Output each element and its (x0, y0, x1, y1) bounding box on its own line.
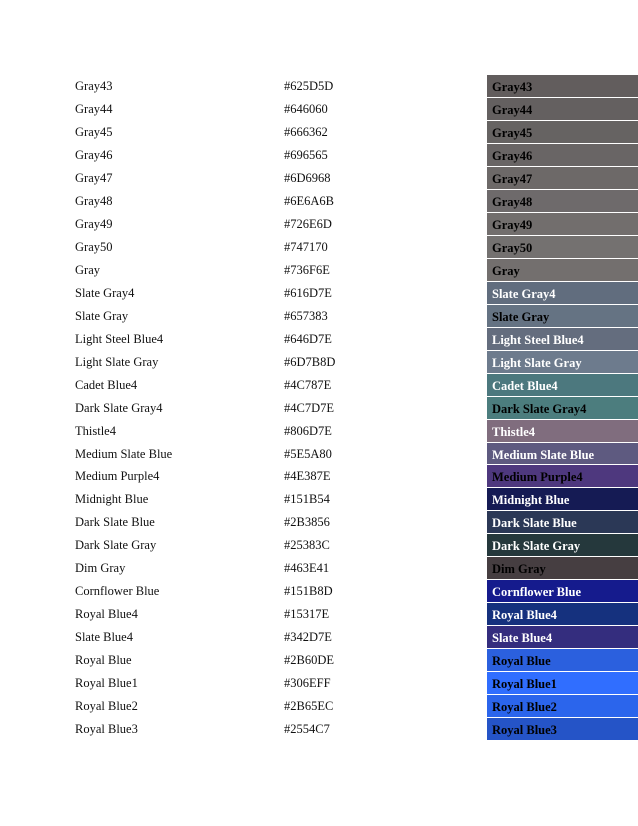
color-swatch-label: Dim Gray (492, 562, 546, 577)
color-hex-code: #4E387E (284, 469, 331, 484)
color-row (0, 259, 638, 282)
color-row (0, 213, 638, 236)
color-table (0, 75, 638, 741)
color-row (0, 121, 638, 144)
color-swatch-label: Dark Slate Blue (492, 516, 577, 531)
color-swatch (487, 488, 638, 511)
color-hex-code: #4C787E (284, 377, 332, 392)
color-hex-code: #463E41 (284, 561, 330, 576)
color-swatch-label: Dark Slate Gray (492, 539, 581, 554)
color-swatch (487, 351, 638, 374)
color-swatch (487, 649, 638, 672)
color-hex-code: #4C7D7E (284, 400, 334, 415)
color-swatch-label: Midnight Blue (492, 493, 570, 508)
color-swatch-label: Gray48 (492, 194, 533, 209)
color-row (0, 236, 638, 259)
color-swatch (487, 443, 638, 466)
color-hex-code: #625D5D (284, 79, 334, 93)
color-row (0, 167, 638, 190)
color-name: Medium Slate Blue (75, 446, 173, 461)
color-swatch-label: Gray44 (492, 102, 533, 117)
color-row (0, 443, 638, 466)
color-hex-code: #6D7B8D (284, 354, 336, 369)
color-swatch (487, 121, 638, 144)
color-row (0, 718, 638, 741)
color-row (0, 488, 638, 511)
color-row (0, 282, 638, 305)
color-swatch-label: Gray46 (492, 148, 533, 163)
color-name: Midnight Blue (75, 492, 149, 507)
color-swatch-label: Gray43 (492, 80, 533, 94)
color-swatch-label: Gray50 (492, 240, 533, 255)
color-swatch-label: Gray49 (492, 217, 533, 232)
color-row (0, 397, 638, 420)
color-hex-code: #151B8D (284, 584, 333, 599)
color-hex-code: #2B3856 (284, 515, 330, 530)
color-row (0, 649, 638, 672)
color-swatch (487, 397, 638, 420)
color-swatch (487, 328, 638, 351)
color-hex-code: #616D7E (284, 285, 332, 300)
color-name: Gray44 (75, 101, 113, 116)
color-swatch-label: Royal Blue4 (492, 608, 557, 623)
color-hex-code: #646D7E (284, 331, 332, 346)
color-name: Cornflower Blue (75, 584, 160, 599)
color-name: Gray49 (75, 216, 113, 231)
color-hex-code: #2B65EC (284, 699, 334, 714)
color-swatch (487, 626, 638, 649)
color-hex-code: #151B54 (284, 492, 330, 507)
color-row (0, 75, 638, 98)
color-row (0, 465, 638, 488)
color-swatch (487, 144, 638, 167)
color-name: Royal Blue3 (75, 722, 138, 737)
color-hex-code: #25383C (284, 538, 330, 553)
color-swatch (487, 98, 638, 121)
color-swatch-label: Gray (492, 263, 520, 278)
color-name: Light Steel Blue4 (75, 331, 164, 346)
color-swatch (487, 374, 638, 397)
color-name: Gray47 (75, 170, 113, 185)
color-row (0, 98, 638, 121)
color-swatch (487, 718, 638, 741)
color-swatch-label: Cadet Blue4 (492, 378, 558, 393)
color-swatch (487, 420, 638, 443)
color-swatch-label: Royal Blue (492, 654, 551, 669)
color-name: Thistle4 (75, 423, 116, 438)
color-row (0, 305, 638, 328)
color-swatch (487, 672, 638, 695)
color-name: Medium Purple4 (75, 469, 160, 484)
color-swatch (487, 580, 638, 603)
color-swatch-label: Royal Blue2 (492, 700, 557, 715)
color-swatch-label: Light Slate Gray (492, 355, 582, 370)
color-name: Royal Blue1 (75, 676, 138, 691)
color-swatch (487, 511, 638, 534)
color-name: Gray48 (75, 193, 113, 208)
color-hex-code: #6E6A6B (284, 193, 334, 208)
color-name: Gray45 (75, 124, 113, 139)
color-swatch (487, 465, 638, 488)
color-swatch (487, 534, 638, 557)
color-swatch (487, 557, 638, 580)
color-name: Royal Blue2 (75, 699, 138, 714)
color-swatch (487, 282, 638, 305)
color-name: Slate Gray4 (75, 285, 135, 300)
color-row (0, 351, 638, 374)
color-row (0, 374, 638, 397)
color-row (0, 557, 638, 580)
color-hex-code: #747170 (284, 239, 328, 254)
color-row (0, 580, 638, 603)
color-row (0, 695, 638, 718)
color-row (0, 144, 638, 167)
color-swatch (487, 213, 638, 236)
color-swatch-label: Slate Gray (492, 309, 550, 324)
color-name: Dark Slate Blue (75, 515, 155, 530)
color-swatch (487, 190, 638, 213)
color-swatch-label: Royal Blue1 (492, 677, 557, 692)
color-row (0, 190, 638, 213)
color-name: Slate Gray (75, 308, 129, 323)
color-name: Dim Gray (75, 561, 126, 576)
color-swatch-label: Thistle4 (492, 424, 536, 439)
color-swatch-label: Medium Slate Blue (492, 447, 595, 462)
color-hex-code: #5E5A80 (284, 446, 332, 461)
color-swatch (487, 305, 638, 328)
color-swatch-label: Light Steel Blue4 (492, 332, 584, 347)
color-row (0, 420, 638, 443)
color-name: Light Slate Gray (75, 354, 159, 369)
color-hex-code: #726E6D (284, 216, 332, 231)
color-name: Cadet Blue4 (75, 377, 138, 392)
color-hex-code: #306EFF (284, 676, 331, 691)
color-hex-code: #342D7E (284, 630, 332, 645)
color-name: Royal Blue (75, 653, 132, 668)
color-name: Dark Slate Gray (75, 538, 157, 553)
color-swatch-label: Gray45 (492, 125, 533, 140)
color-name: Gray (75, 262, 100, 277)
color-name: Slate Blue4 (75, 630, 133, 645)
color-swatch (487, 75, 638, 98)
color-hex-code: #2554C7 (284, 722, 330, 737)
color-swatch-label: Medium Purple4 (492, 470, 583, 485)
color-hex-code: #736F6E (284, 262, 330, 277)
color-name: Dark Slate Gray4 (75, 400, 163, 415)
color-hex-code: #646060 (284, 101, 328, 116)
color-row (0, 672, 638, 695)
color-row (0, 603, 638, 626)
color-swatch (487, 167, 638, 190)
color-swatch-label: Royal Blue3 (492, 723, 557, 738)
color-hex-code: #666362 (284, 124, 328, 139)
color-swatch (487, 236, 638, 259)
color-hex-code: #657383 (284, 308, 328, 323)
color-swatch-label: Cornflower Blue (492, 585, 581, 600)
color-row (0, 534, 638, 557)
color-swatch (487, 695, 638, 718)
color-row (0, 511, 638, 534)
color-hex-code: #696565 (284, 147, 328, 162)
color-hex-code: #806D7E (284, 423, 332, 438)
color-row (0, 626, 638, 649)
color-swatch-label: Dark Slate Gray4 (492, 401, 587, 416)
color-swatch-label: Slate Gray4 (492, 286, 556, 301)
color-name: Royal Blue4 (75, 607, 138, 622)
color-hex-code: #6D6968 (284, 170, 331, 185)
color-hex-code: #15317E (284, 607, 330, 622)
color-hex-code: #2B60DE (284, 653, 334, 668)
color-swatch (487, 259, 638, 282)
color-swatch (487, 603, 638, 626)
color-name: Gray50 (75, 239, 113, 254)
color-swatch-label: Gray47 (492, 171, 533, 186)
color-swatch-label: Slate Blue4 (492, 631, 553, 646)
color-row (0, 328, 638, 351)
color-name: Gray43 (75, 79, 113, 93)
color-name: Gray46 (75, 147, 113, 162)
